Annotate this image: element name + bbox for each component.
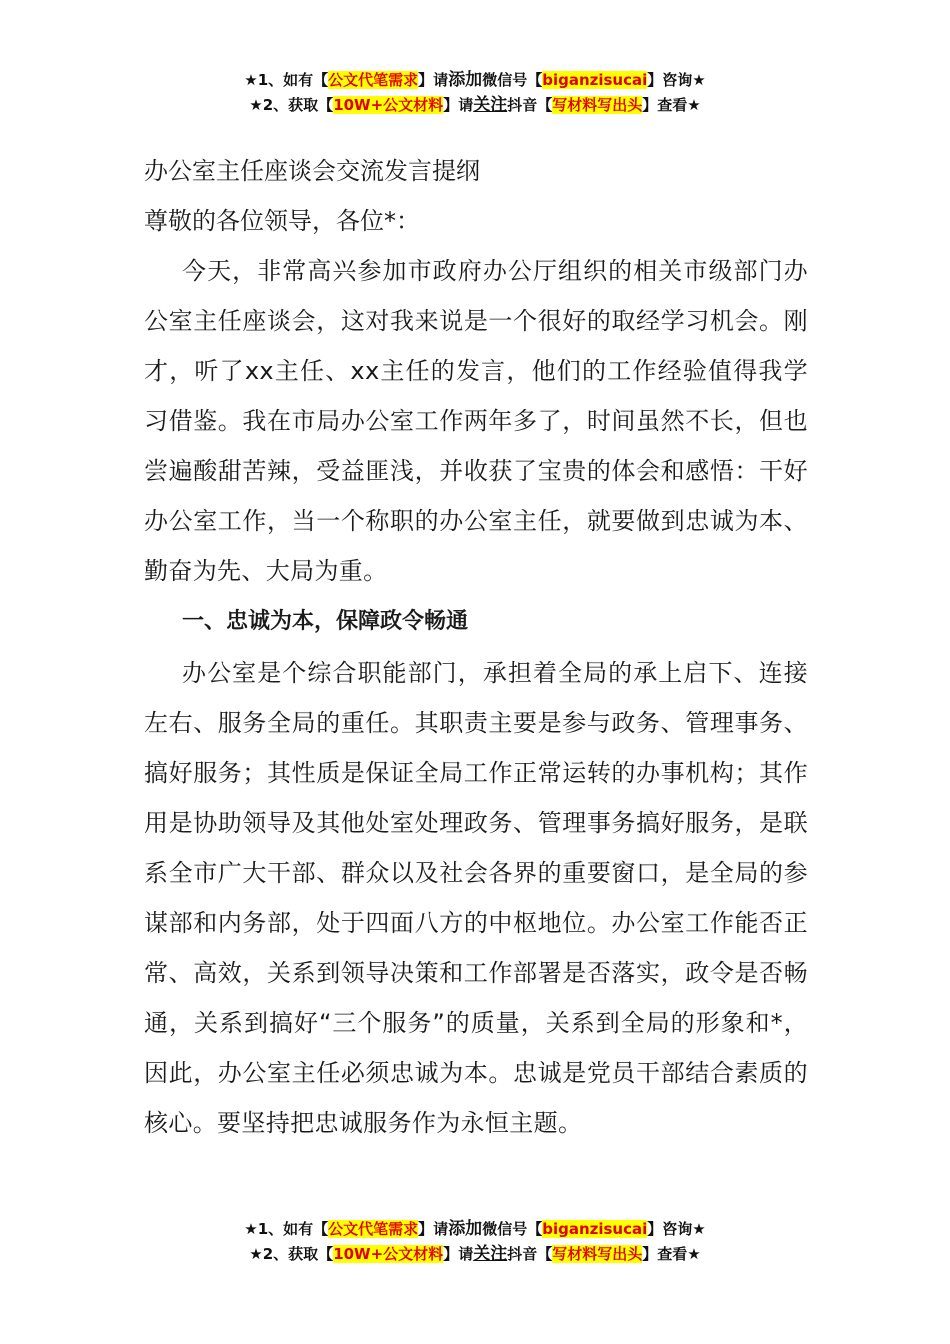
document-title: 办公室主任座谈会交流发言提纲: [144, 157, 480, 185]
paragraph-intro: 今天，非常高兴参加市政府办公厅组织的相关市级部门办公室主任座谈会，这对我来说是一个很好的取经学习机会。刚才，听了xx主任、xx主任的发言，他们的工作经验值得我学习借鉴。我在市局办公室工作两年多了，时间虽然不长，但也尝遍酸甜苦辣，受益匪浅，并收获了宝贵的体会和感悟：干好办公室工作，当一个称职的办公室主任，就要做到忠诚为本、勤奋为先、大局为重。: [144, 257, 808, 585]
promo-line-2: ★2、获取【10W+公文材料】请关注抖音【写材料写出头】查看★: [249, 1244, 701, 1264]
promo-highlight: 公文代笔需求: [328, 71, 419, 89]
promo-douyin-id: 写材料写出头: [552, 96, 643, 114]
promo-line-1: ★1、如有【公文代笔需求】请添加微信号【biganzisucai】咨询★: [244, 1219, 706, 1239]
promo-highlight: 10W+公文材料: [333, 96, 444, 114]
promo-line-2: ★2、获取【10W+公文材料】请关注抖音【写材料写出头】查看★: [249, 95, 701, 115]
paragraph-section-1: 办公室是个综合职能部门，承担着全局的承上启下、连接左右、服务全局的重任。其职责主要是参与政务、管理事务、搞好服务；其性质是保证全局工作正常运转的办事机构；其作用是协助领导及其他处室处理政务、管理事务搞好服务，是联系全市广大干部、群众以及社会各界的重要窗口，是全局的参谋部和内务部，处于四面八方的中枢地位。办公室工作能否正常、高效，关系到领导决策和工作部署是否落实，政令是否畅通，关系到搞好“三个服务”的质量，关系到全局的形象和*，因此，办公室主任必须忠诚为本。忠诚是党员干部结合素质的核心。要坚持把忠诚服务作为永恒主题。: [144, 659, 808, 1137]
promo-banner-top: [0, 68, 950, 118]
promo-wechat-id: biganzisucai: [542, 71, 648, 89]
promo-highlight: 10W+公文材料: [333, 1245, 444, 1263]
promo-banner-bottom: [0, 1217, 950, 1267]
promo-wechat-id: biganzisucai: [542, 1220, 648, 1238]
document-body: [144, 146, 808, 1148]
section-heading: 一、忠诚为本，保障政令畅通: [182, 609, 469, 634]
promo-line-1: ★1、如有【公文代笔需求】请添加微信号【biganzisucai】咨询★: [244, 70, 706, 90]
promo-douyin-id: 写材料写出头: [552, 1245, 643, 1263]
promo-highlight: 公文代笔需求: [328, 1220, 419, 1238]
greeting: 尊敬的各位领导，各位*：: [144, 207, 420, 235]
